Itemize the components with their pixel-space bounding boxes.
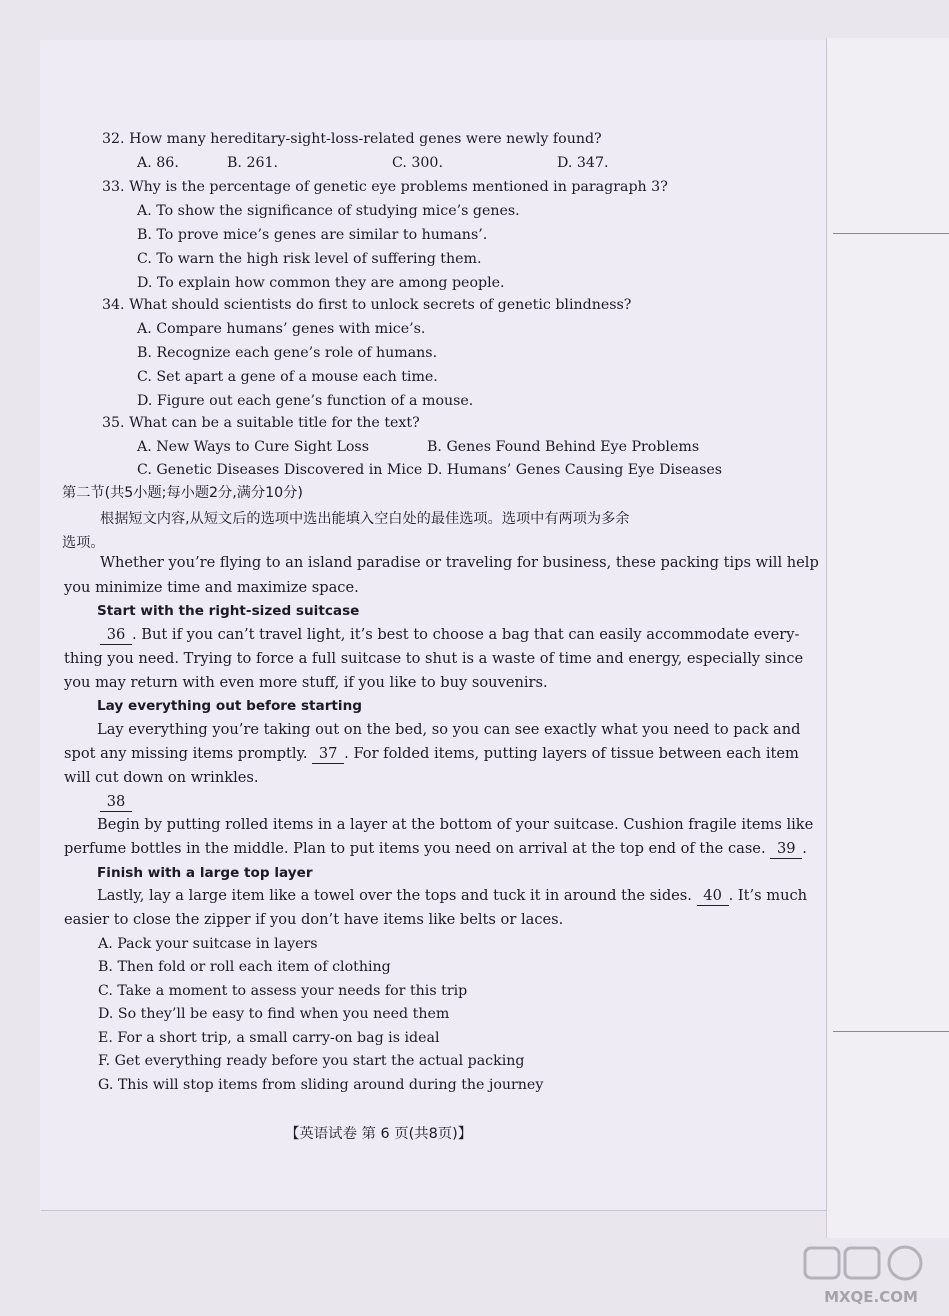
q33-option-d: D. To explain how common they are among people. — [137, 275, 505, 291]
paragraph-line: easier to close the zipper if you don’t have items like belts or laces. — [64, 911, 564, 928]
page-footer: 【英语试卷 第 6 页(共8页)】 — [285, 1126, 473, 1142]
passage-intro: Whether you’re flying to an island paradise or traveling for business, these packing tips will help — [100, 554, 819, 571]
paragraph-text: . But if you can’t travel light, it’s best to choose a bag that can easily accommodate every- — [132, 626, 800, 643]
paragraph-text: perfume bottles in the middle. Plan to put items you need on arrival at the top end of the case. — [64, 840, 771, 857]
choice-e: E. For a short trip, a small carry-on bag is ideal — [98, 1030, 440, 1046]
question-33-stem: 33. Why is the percentage of genetic eye problems mentioned in paragraph 3? — [102, 179, 668, 195]
paragraph-text: Lastly, lay a large item like a towel over the tops and tuck it in around the sides. — [97, 887, 697, 904]
paragraph-text: . For folded items, putting layers of tissue between each item — [344, 745, 799, 762]
watermark-text: MXQE.COM — [824, 1288, 918, 1306]
paragraph-line — [64, 745, 799, 764]
q34-option-b: B. Recognize each gene’s role of humans. — [137, 345, 438, 361]
q32-option-d: D. 347. — [557, 155, 609, 171]
choice-f: F. Get everything ready before you start the actual packing — [98, 1053, 525, 1069]
blank-36[interactable]: 36 — [100, 626, 132, 645]
q35-option-d: D. Humans’ Genes Causing Eye Diseases — [427, 462, 723, 478]
paragraph-line: Lay everything you’re taking out on the bed, so you can see exactly what you need to pack and — [97, 721, 801, 738]
q34-option-a: A. Compare humans’ genes with mice’s. — [137, 321, 426, 337]
page-rule — [833, 233, 949, 234]
section-instruction: 根据短文内容,从短文后的选项中选出能填入空白处的最佳选项。选项中有两项为多余 — [100, 511, 630, 527]
subheading-lay-out: Lay everything out before starting — [97, 698, 362, 714]
q34-option-d: D. Figure out each gene’s function of a mouse. — [137, 393, 474, 409]
q32-option-b: B. 261. — [227, 155, 279, 171]
paragraph-line: you may return with even more stuff, if you like to buy souvenirs. — [64, 674, 548, 691]
paragraph-line — [100, 626, 799, 645]
next-page-edge — [826, 38, 949, 1238]
paragraph-line — [100, 793, 132, 812]
choice-g: G. This will stop items from sliding around during the journey — [98, 1077, 544, 1093]
blank-37[interactable]: 37 — [312, 745, 344, 764]
q32-option-a: A. 86. — [137, 155, 179, 171]
exam-page — [40, 40, 826, 1210]
paragraph-line — [64, 840, 807, 859]
section-heading: 第二节(共5小题;每小题2分,满分10分) — [62, 485, 303, 501]
q33-option-a: A. To show the significance of studying mice’s genes. — [137, 203, 520, 219]
section-instruction-cont: 选项。 — [62, 535, 105, 551]
paragraph-line: will cut down on wrinkles. — [64, 769, 259, 786]
question-32-stem: 32. How many hereditary-sight-loss-related genes were newly found? — [102, 131, 602, 147]
choice-a: A. Pack your suitcase in layers — [98, 936, 318, 952]
question-35-stem: 35. What can be a suitable title for the text? — [102, 415, 420, 431]
q35-option-b: B. Genes Found Behind Eye Problems — [427, 439, 700, 455]
page-rule — [833, 1031, 949, 1032]
paragraph-line: thing you need. Trying to force a full suitcase to shut is a waste of time and energy, especially since — [64, 650, 804, 667]
q35-option-a: A. New Ways to Cure Sight Loss — [137, 439, 369, 455]
blank-39[interactable]: 39 — [770, 840, 802, 859]
question-34-stem: 34. What should scientists do first to unlock secrets of genetic blindness? — [102, 297, 632, 313]
choice-b: B. Then fold or roll each item of clothing — [98, 959, 391, 975]
paragraph-text: . — [802, 840, 807, 857]
blank-40[interactable]: 40 — [697, 887, 729, 906]
passage-intro-cont: you minimize time and maximize space. — [64, 579, 359, 596]
choice-c: C. Take a moment to assess your needs for this trip — [98, 983, 468, 999]
q32-option-c: C. 300. — [392, 155, 443, 171]
subheading-top-layer: Finish with a large top layer — [97, 865, 313, 881]
blank-38[interactable]: 38 — [100, 793, 132, 812]
paragraph-line — [97, 887, 807, 906]
choice-d: D. So they’ll be easy to find when you need them — [98, 1006, 450, 1022]
q34-option-c: C. Set apart a gene of a mouse each time. — [137, 369, 438, 385]
paragraph-text: . It’s much — [728, 887, 808, 904]
watermark-logo — [801, 1242, 941, 1312]
q35-option-c: C. Genetic Diseases Discovered in Mice — [137, 462, 423, 478]
paragraph-text: spot any missing items promptly. — [64, 745, 313, 762]
paragraph-line: Begin by putting rolled items in a layer at the bottom of your suitcase. Cushion fragile items like — [97, 816, 814, 833]
q33-option-c: C. To warn the high risk level of suffering them. — [137, 251, 482, 267]
subheading-suitcase: Start with the right-sized suitcase — [97, 603, 360, 619]
q33-option-b: B. To prove mice’s genes are similar to humans’. — [137, 227, 488, 243]
